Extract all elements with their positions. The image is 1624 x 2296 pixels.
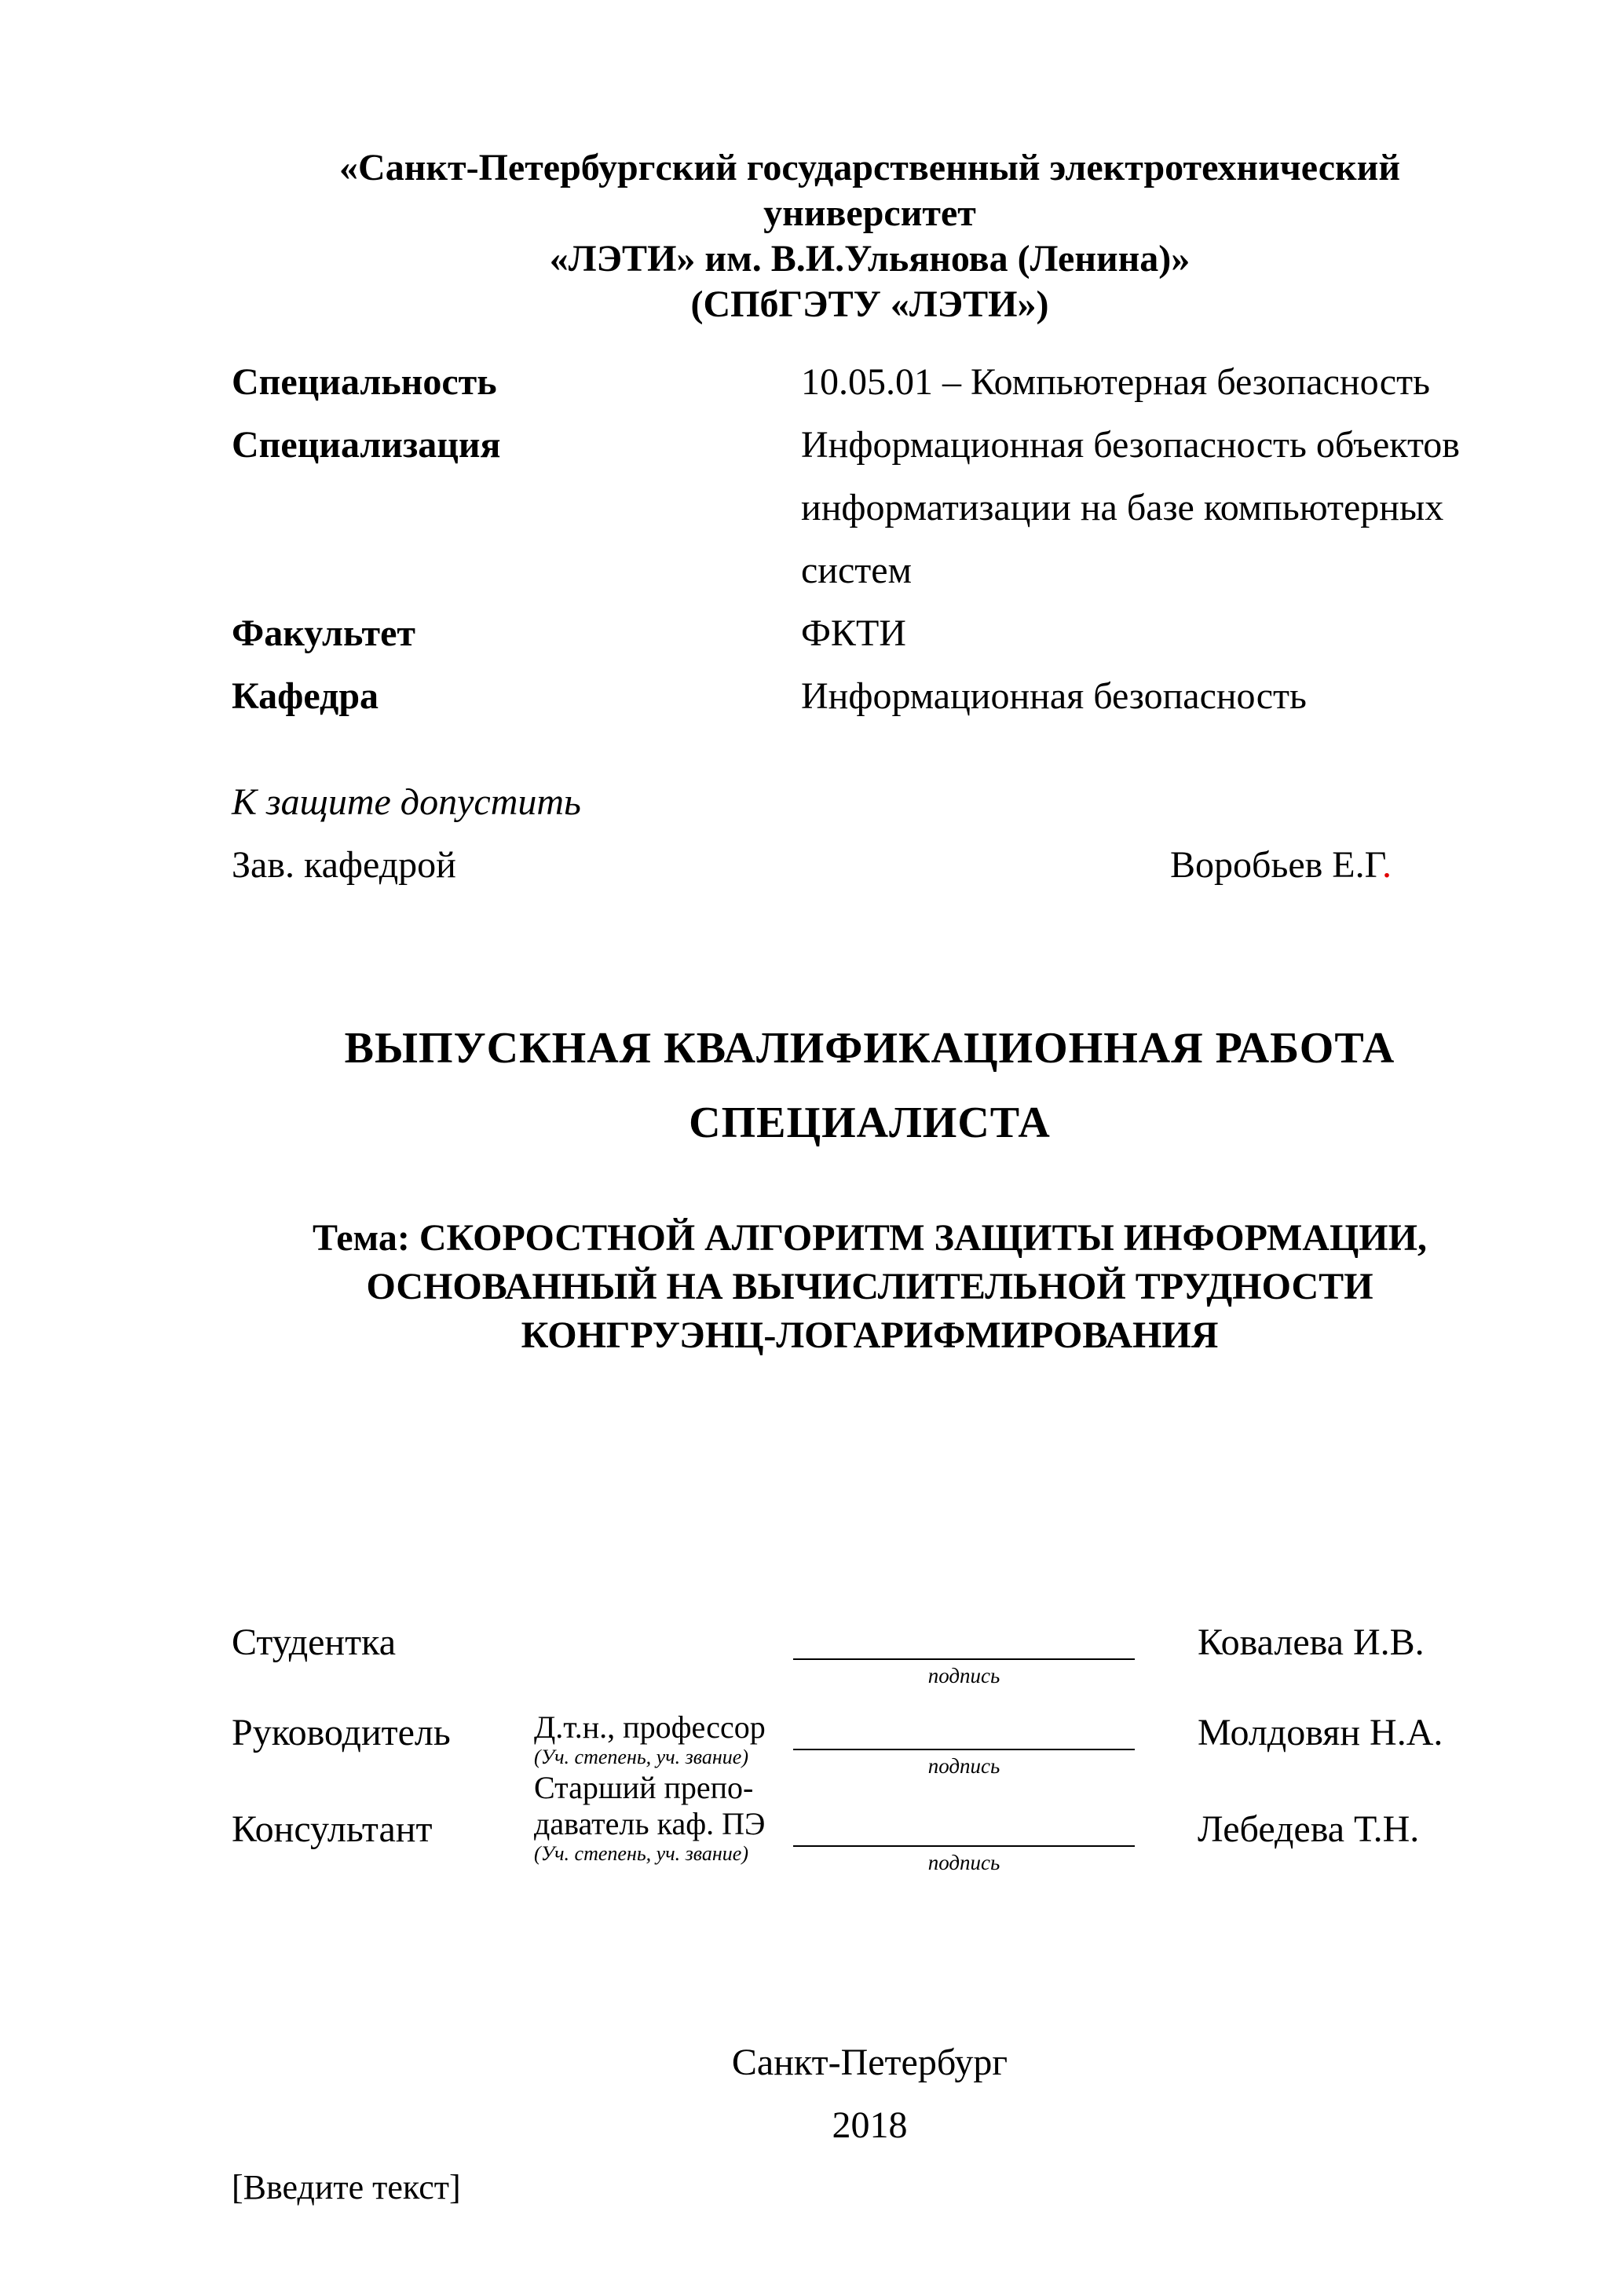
university-header-line-1: «Санкт-Петербургский государственный электротехнический университет: [339, 147, 1400, 234]
signatures-block: [232, 1619, 1508, 1874]
thesis-theme-line-3: КОНГРУЭНЦ-ЛОГАРИФМИРОВАНИЯ: [521, 1314, 1219, 1356]
dept-head-name-red-period: .: [1381, 844, 1392, 886]
student-role-label: Студентка: [232, 1621, 396, 1663]
dept-head-name: [1170, 834, 1392, 897]
footer-city: Санкт-Петербург: [731, 2042, 1008, 2083]
consultant-signature-field: [793, 1806, 1135, 1874]
supervisor-signature-line: [793, 1709, 1135, 1750]
consultant-role-label: Консультант: [232, 1808, 433, 1850]
specialization-label: Специализация: [232, 424, 501, 466]
thesis-theme-line-2: ОСНОВАННЫЙ НА ВЫЧИСЛИТЕЛЬНОЙ ТРУДНОСТИ: [366, 1266, 1373, 1307]
consultant-signature-caption: подпись: [927, 1851, 1000, 1874]
thesis-title-line-1: ВЫПУСКНАЯ КВАЛИФИКАЦИОННАЯ РАБОТА: [344, 1024, 1395, 1073]
approval-row: [232, 834, 1508, 897]
footer-block: [232, 2031, 1508, 2218]
supervisor-role-label: Руководитель: [232, 1712, 451, 1753]
consultant-signature-line: [793, 1806, 1135, 1847]
supervisor-signature-field: [793, 1709, 1135, 1778]
supervisor-signature-caption: подпись: [927, 1754, 1000, 1778]
specialization-value: Информационная безопасность объектов информатизации на базе компьютерных систем: [801, 424, 1460, 591]
dept-head-label: Зав. кафедрой: [232, 844, 456, 886]
thesis-theme-line-1: Тема: СКОРОСТНОЙ АЛГОРИТМ ЗАЩИТЫ ИНФОРМАЦИИ,: [313, 1217, 1427, 1259]
faculty-label: Факультет: [232, 612, 415, 654]
dept-head-name-text: Воробьев Е.Г: [1170, 844, 1382, 886]
student-signature-field: [793, 1619, 1135, 1687]
approval-note: К защите допустить: [232, 781, 581, 823]
consultant-degree-block: [534, 1770, 793, 1866]
department-value: Информационная безопасность: [801, 675, 1307, 717]
consultant-degree-text: Старший препо- даватель каф. ПЭ: [534, 1770, 766, 1841]
student-name: Ковалева И.В.: [1198, 1621, 1425, 1663]
approval-block: [232, 771, 1508, 897]
thesis-theme: [232, 1214, 1508, 1360]
footer-year: 2018: [832, 2104, 908, 2146]
faculty-value: ФКТИ: [801, 612, 906, 654]
info-row-department: [232, 665, 1508, 728]
consultant-degree-note: (Уч. степень, уч. звание): [534, 1842, 748, 1865]
consultant-name: Лебедева Т.Н.: [1198, 1808, 1420, 1850]
supervisor-name: Молдовян Н.А.: [1198, 1712, 1443, 1753]
specialty-label: Специальность: [232, 361, 497, 403]
department-label: Кафедра: [232, 675, 379, 717]
signature-row-student: [232, 1619, 1508, 1687]
thesis-title: [232, 1011, 1508, 1161]
university-header-line-3: (СПбГЭТУ «ЛЭТИ»): [690, 283, 1049, 325]
university-header: [232, 145, 1508, 327]
enter-text-placeholder: [Введите текст]: [232, 2168, 461, 2206]
thesis-title-line-2: СПЕЦИАЛИСТА: [689, 1099, 1051, 1147]
program-info-table: [232, 351, 1508, 728]
supervisor-degree-text: Д.т.н., профессор: [534, 1709, 766, 1745]
student-signature-line: [793, 1619, 1135, 1660]
university-header-line-2: «ЛЭТИ» им. В.И.Ульянова (Ленина)»: [549, 238, 1191, 280]
specialty-value: 10.05.01 – Компьютерная безопасность: [801, 361, 1430, 403]
info-row-specialization: [232, 414, 1508, 602]
student-signature-caption: подпись: [927, 1664, 1000, 1687]
info-row-specialty: [232, 351, 1508, 414]
signature-row-consultant: [232, 1770, 1508, 1874]
info-row-faculty: [232, 602, 1508, 665]
page-content: [232, 145, 1508, 2218]
supervisor-degree-note: (Уч. степень, уч. звание): [534, 1746, 748, 1768]
supervisor-degree-block: [534, 1709, 793, 1769]
signature-row-supervisor: [232, 1709, 1508, 1778]
